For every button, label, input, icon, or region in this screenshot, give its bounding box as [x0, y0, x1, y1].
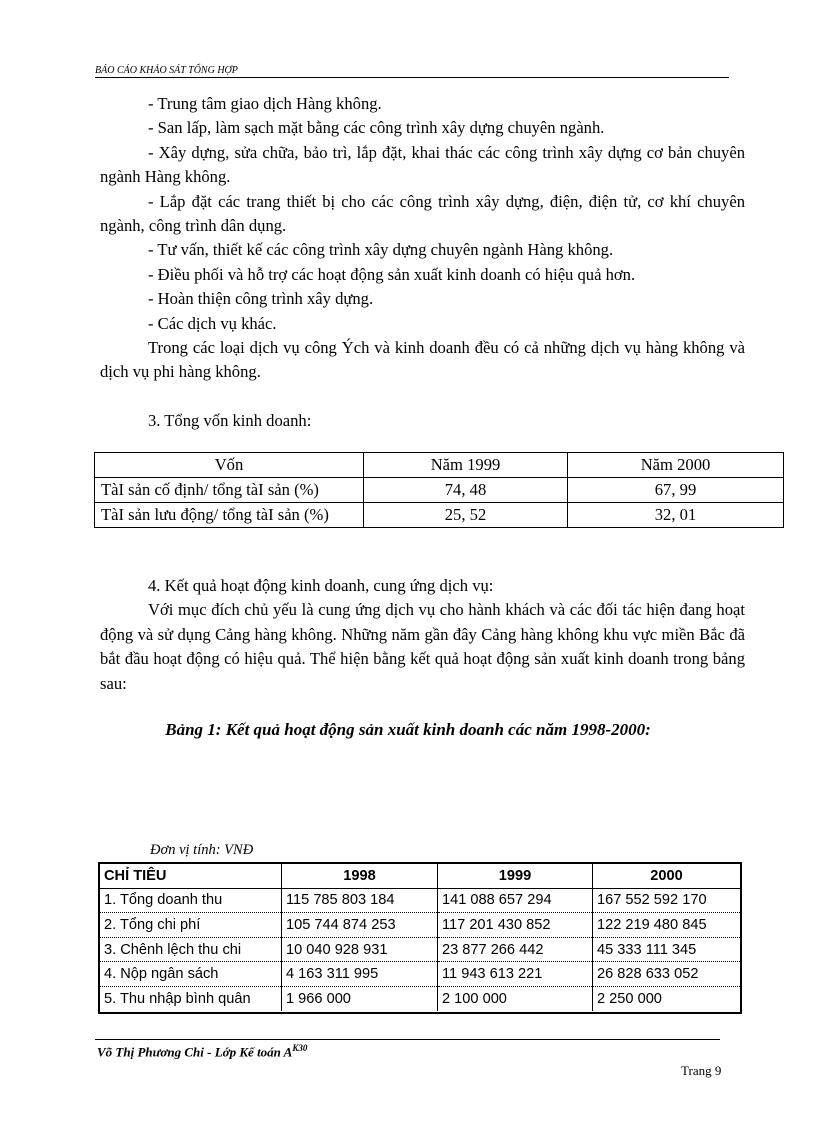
table-cell: 167 552 592 170	[593, 888, 741, 913]
table-header-cell: Vốn	[95, 453, 364, 478]
list-item: - San lấp, làm sạch mặt bằng các công trình xây dựng chuyên ngành.	[148, 118, 605, 138]
list-item: - Lắp đặt các trang thiết bị cho các công trình xây dựng, điện, điện tử, cơ khí chuyên ngành, công trình dân dụng.	[100, 191, 745, 236]
list-item: - Xây dựng, sửa chữa, bảo trì, lắp đặt, khai thác các công trình xây dựng cơ bản chuyên ngành Hàng không.	[100, 142, 745, 187]
results-table	[98, 862, 742, 1014]
list-item: - Các dịch vụ khác.	[148, 313, 277, 333]
table-cell: 2 250 000	[593, 986, 741, 1010]
table-cell: 2 100 000	[438, 986, 593, 1010]
table-cell: TàI sản lưu động/ tổng tàI sản (%)	[95, 503, 364, 528]
section4-heading: 4. Kết quả hoạt động kinh doanh, cung ứng dịch vụ:	[148, 576, 494, 595]
section4	[100, 574, 745, 696]
table1-caption: Bảng 1: Kết quả hoạt động sản xuất kinh doanh các năm 1998-2000:	[165, 720, 651, 739]
table-cell: 4 163 311 995	[282, 962, 438, 987]
table-cell: 4. Nộp ngân sách	[100, 962, 282, 987]
page-header	[95, 61, 729, 78]
table-header-row	[95, 453, 784, 478]
table-cell: 74, 48	[364, 478, 568, 503]
table-cell: 1. Tổng doanh thu	[100, 888, 282, 913]
table-cell: 105 744 874 253	[282, 913, 438, 938]
section4-paragraph: Với mục đích chủ yếu là cung ứng dịch vụ cho hành khách và các đối tác hiện đang hoạt động và sử dụng Cảng hàng không. Những năm gần đây Cảng hàng không khu vực miền Bắc đã bắt đầu hoạt động có hiệu quả. Thể hiện bằng kết quả hoạt động sản xuất kinh doanh trong bảng sau:	[100, 600, 745, 693]
table-header-cell: 1999	[438, 864, 593, 888]
table-header-cell: CHỈ TIÊU	[100, 864, 282, 888]
table-row	[100, 888, 740, 913]
table-header-cell: Năm 2000	[568, 453, 784, 478]
list-item: - Hoàn thiện công trình xây dựng.	[148, 289, 374, 309]
table-header-cell: 2000	[593, 864, 741, 888]
list-item: - Trung tâm giao dịch Hàng không.	[148, 94, 382, 113]
footer-author	[97, 1043, 307, 1060]
table-header-cell: 1998	[282, 864, 438, 888]
table-cell: 26 828 633 052	[593, 962, 741, 987]
table-cell: 23 877 266 442	[438, 937, 593, 962]
table-cell: 5. Thu nhập bình quân	[104, 990, 251, 1007]
table-cell: 2. Tổng chi phí	[100, 913, 282, 938]
footer-author-name: Võ Thị Phương Chi - Lớp Kế toán A	[97, 1044, 293, 1060]
list-item: - Tư vấn, thiết kế các công trình xây dựng chuyên ngành Hàng không.	[148, 240, 614, 260]
table-row	[95, 503, 784, 528]
body-text	[100, 92, 745, 433]
unit-label: Đơn vị tính: VNĐ	[150, 842, 254, 858]
table-row	[100, 986, 740, 1010]
table-header-cell: Năm 1999	[364, 453, 568, 478]
footer-divider	[95, 1039, 720, 1040]
table-cell: 117 201 430 852	[438, 913, 593, 938]
services-paragraph: Trong các loại dịch vụ công Ých và kinh doanh đều có cả những dịch vụ hàng không và dịch vụ phi hàng không.	[100, 338, 745, 382]
table-cell: 25, 52	[364, 503, 568, 528]
page-number: Trang 9	[681, 1063, 722, 1078]
table-cell: 45 333 111 345	[593, 937, 741, 962]
table-cell: 10 040 928 931	[282, 937, 438, 962]
section3-heading: 3. Tổng vốn kinh doanh:	[148, 410, 312, 430]
table-row	[95, 478, 784, 503]
table-cell: 141 088 657 294	[438, 888, 593, 913]
table-cell: 115 785 803 184	[282, 888, 438, 913]
list-item: - Điều phối và hỗ trợ các hoạt động sản xuất kinh doanh có hiệu quả hơn.	[148, 264, 636, 284]
table-header-row	[100, 864, 740, 888]
table-row	[100, 937, 740, 962]
table-cell: 11 943 613 221	[438, 962, 593, 987]
table-cell: 67, 99	[568, 478, 784, 503]
table-cell: 122 219 480 845	[593, 913, 741, 938]
table-cell: 32, 01	[568, 503, 784, 528]
table-cell: 3. Chênh lệch thu chi	[100, 937, 282, 962]
table-row	[100, 962, 740, 987]
table-row	[100, 913, 740, 938]
header-title: BÁO CÁO KHẢO SÁT TỔNG HỢP	[95, 65, 238, 76]
table-cell: 1 966 000	[282, 986, 438, 1010]
footer-author-class: K30	[292, 1043, 308, 1053]
table-cell: TàI sản cố định/ tổng tàI sản (%)	[95, 478, 364, 503]
capital-table	[94, 452, 784, 528]
